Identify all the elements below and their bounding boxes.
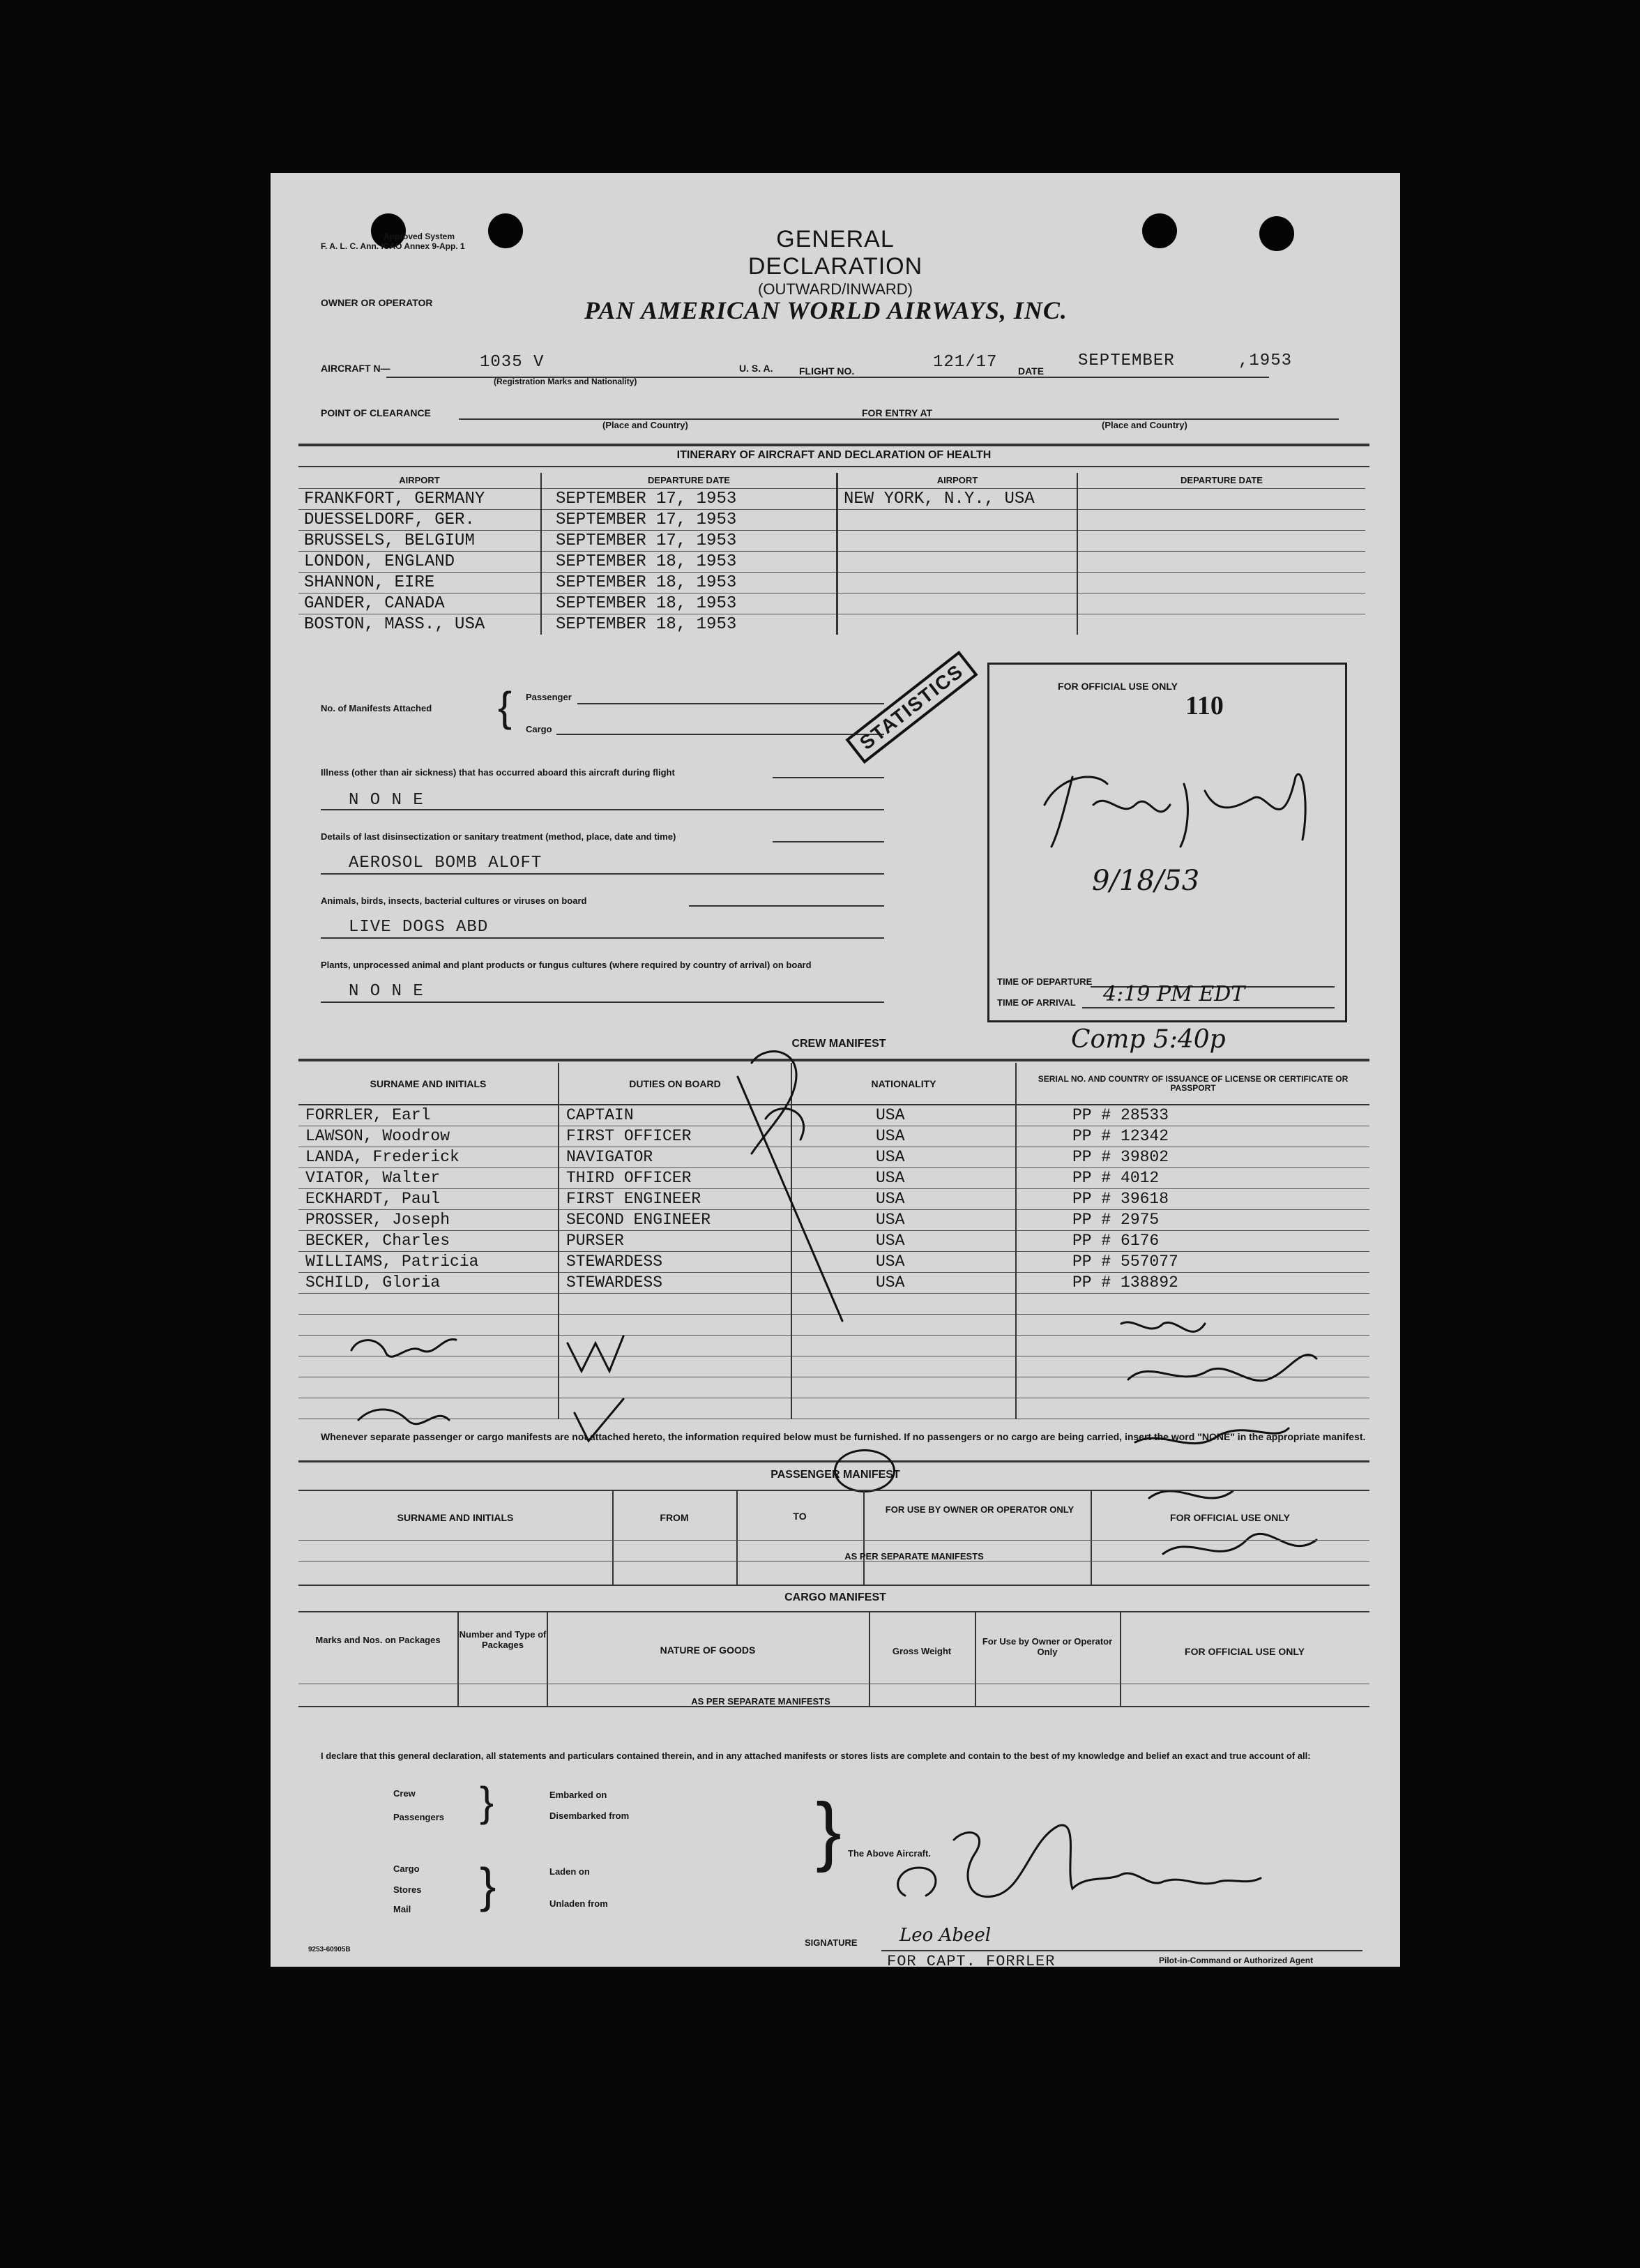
date-month: SEPTEMBER (1078, 351, 1175, 370)
disinsection-label: Details of last disinsectization or sanitary treatment (method, place, date and time) (321, 831, 676, 842)
crew-surname (298, 1293, 559, 1314)
pilot-label: Pilot-in-Command or Authorized Agent (1159, 1956, 1314, 1965)
crew-passport: PP # 39618 (1072, 1190, 1169, 1208)
departure-time-label: TIME OF DEPARTURE (997, 976, 1093, 987)
itin-airport: DUESSELDORF, GER. (298, 509, 541, 530)
passenger-header-from: FROM (660, 1512, 689, 1523)
decl-unladen: Unladen from (549, 1898, 608, 1909)
entry-label: FOR ENTRY AT (862, 407, 933, 418)
usa-label: U. S. A. (739, 363, 773, 374)
crew-nationality: USA (791, 1147, 1016, 1167)
owner-value: PAN AMERICAN WORLD AIRWAYS, INC. (584, 296, 1068, 324)
crew-passport: PP # 6176 (1072, 1232, 1160, 1250)
decl-laden: Laden on (549, 1866, 590, 1877)
crew-duties: NAVIGATOR (559, 1147, 791, 1167)
crew-surname: LAWSON, Woodrow (298, 1126, 559, 1147)
brace: { (498, 683, 512, 730)
itinerary-row (298, 530, 1365, 551)
itin-airport: BOSTON, MASS., USA (298, 614, 541, 635)
arrival-time-label: TIME OF ARRIVAL (997, 997, 1076, 1008)
itin-departure-date: SEPTEMBER 17, 1953 (541, 530, 837, 551)
itin-arrival-airport (837, 614, 1078, 635)
handwritten-circle (834, 1449, 895, 1492)
disinsection-value: AEROSOL BOMB ALOFT (349, 854, 542, 872)
cargo-header-owner-use: For Use by Owner or Operator Only (982, 1636, 1113, 1657)
flight-number: 121/17 (933, 353, 998, 372)
captain-signature (884, 1812, 1275, 1923)
crew-nationality: USA (791, 1272, 1016, 1293)
punch-hole (488, 213, 523, 248)
decl-crew: Crew (393, 1788, 416, 1799)
itin-arrival-departure-date (1077, 572, 1365, 593)
itin-airport: SHANNON, EIRE (298, 572, 541, 593)
form-approval-note: Approved System F. A. L. C. Ann. ICAO Annex 9-App. 1 (321, 232, 465, 251)
crew-surname: FORRLER, Earl (298, 1105, 559, 1126)
punch-hole (1142, 213, 1177, 248)
cargo-separate-manifests: AS PER SEPARATE MANIFESTS (691, 1696, 830, 1707)
animals-label: Animals, birds, insects, bacterial cultures or viruses on board (321, 895, 587, 906)
crew-nationality: USA (791, 1126, 1016, 1147)
crew-header-passport: SERIAL NO. AND COUNTRY OF ISSUANCE OF LICENSE OR CERTIFICATE OR PASSPORT (1038, 1073, 1349, 1093)
passenger-manifest-title: PASSENGER MANIFEST (770, 1469, 900, 1481)
cargo-header-goods: NATURE OF GOODS (660, 1645, 756, 1656)
passenger-header-official-use: FOR OFFICIAL USE ONLY (1170, 1512, 1290, 1523)
crew-surname: VIATOR, Walter (298, 1167, 559, 1188)
brace: } (480, 1778, 494, 1825)
cargo-header-weight: Gross Weight (892, 1646, 952, 1656)
entry-place-note: (Place and Country) (1102, 420, 1187, 430)
crew-duties: PURSER (559, 1230, 791, 1251)
aircraft-label: AIRCRAFT N— (321, 363, 390, 374)
official-number: 110 (1185, 691, 1224, 720)
cargo-header-packages: Number and Type of Packages (459, 1629, 547, 1650)
crew-header-nationality: NATIONALITY (791, 1063, 1016, 1105)
official-signature (1031, 763, 1323, 854)
plants-value: N O N E (349, 982, 424, 1001)
brace: } (480, 1858, 496, 1912)
cargo-count-label: Cargo (526, 724, 552, 734)
crew-passport: PP # 138892 (1072, 1273, 1178, 1292)
crew-nationality: USA (791, 1188, 1016, 1209)
decl-passengers: Passengers (393, 1812, 444, 1822)
itin-airport: LONDON, ENGLAND (298, 551, 541, 572)
crew-nationality (791, 1398, 1016, 1419)
flight-no-label: FLIGHT NO. (799, 365, 855, 377)
itin-arrival-departure-date (1077, 593, 1365, 614)
passenger-count-label: Passenger (526, 692, 572, 702)
arrival-time-value: 4:19 PM EDT (1103, 982, 1245, 1006)
cargo-header-official-use: FOR OFFICIAL USE ONLY (1185, 1646, 1305, 1657)
crew-surname: ECKHARDT, Paul (298, 1188, 559, 1209)
crew-passport: PP # 557077 (1072, 1253, 1178, 1271)
itin-airport: GANDER, CANADA (298, 593, 541, 614)
itin-departure-date: SEPTEMBER 17, 1953 (541, 488, 837, 509)
passenger-header-owner-use: FOR USE BY OWNER OR OPERATOR ONLY (885, 1504, 1075, 1515)
crew-duties: STEWARDESS (559, 1251, 791, 1272)
decl-embarked: Embarked on (549, 1790, 607, 1800)
itin-departure-date: SEPTEMBER 18, 1953 (541, 593, 837, 614)
itin-arrival-airport (837, 530, 1078, 551)
crew-duties: FIRST ENGINEER (559, 1188, 791, 1209)
crew-nationality (791, 1335, 1016, 1356)
clearance-label: POINT OF CLEARANCE (321, 407, 431, 418)
itinerary-row (298, 572, 1365, 593)
crew-surname: SCHILD, Gloria (298, 1272, 559, 1293)
itin-arrival-departure-date (1077, 530, 1365, 551)
itin-header-airport: AIRPORT (298, 473, 541, 488)
crew-surname: LANDA, Frederick (298, 1147, 559, 1167)
itin-arrival-departure-date (1077, 614, 1365, 635)
passenger-separate-manifests: AS PER SEPARATE MANIFESTS (844, 1551, 984, 1562)
form-subtitle: (OUTWARD/INWARD) (758, 280, 913, 298)
decl-stores: Stores (393, 1884, 422, 1895)
crew-nationality (791, 1377, 1016, 1398)
crew-duties: THIRD OFFICER (559, 1167, 791, 1188)
itin-header-departure: DEPARTURE DATE (541, 473, 837, 488)
handwritten-diagonal-mark (724, 1035, 863, 1328)
signature-label: SIGNATURE (805, 1937, 858, 1948)
itinerary-row (298, 509, 1365, 530)
crew-nationality: USA (791, 1105, 1016, 1126)
itin-arrival-airport (837, 572, 1078, 593)
declaration-form (271, 173, 1400, 1967)
separate-manifests-note: Whenever separate passenger or cargo manifests are not attached hereto, the information required below must be furnished. If no passengers or no cargo are being carried, insert the word "NONE" in the appropriate manifest. (321, 1431, 1366, 1442)
form-number: 9253-60905B (308, 1946, 351, 1953)
itin-arrival-airport (837, 509, 1078, 530)
crew-passport: PP # 2975 (1072, 1211, 1160, 1229)
crew-nationality: USA (791, 1230, 1016, 1251)
cargo-header-marks: Marks and Nos. on Packages (315, 1635, 441, 1645)
crew-surname: BECKER, Charles (298, 1230, 559, 1251)
crew-surname: WILLIAMS, Patricia (298, 1251, 559, 1272)
itin-header-departure-2: DEPARTURE DATE (1180, 475, 1263, 486)
itin-departure-date: SEPTEMBER 18, 1953 (541, 572, 837, 593)
animals-value: LIVE DOGS ABD (349, 918, 489, 937)
statistics-stamp: STATISTICS (845, 651, 978, 764)
crew-duties: SECOND ENGINEER (559, 1209, 791, 1230)
crew-surname: PROSSER, Joseph (298, 1209, 559, 1230)
crew-passport: PP # 39802 (1072, 1148, 1169, 1166)
itinerary-row (298, 488, 1365, 509)
punch-hole (1259, 216, 1294, 251)
crew-header-duties: DUTIES ON BOARD (559, 1063, 791, 1105)
crew-duties: STEWARDESS (559, 1272, 791, 1293)
official-use-label: FOR OFFICIAL USE ONLY (1058, 681, 1178, 692)
decl-cargo: Cargo (393, 1863, 420, 1874)
form-title: GENERAL DECLARATION (747, 226, 923, 280)
passenger-header-to: TO (793, 1511, 807, 1522)
agent-signature: Leo Abeel (899, 1925, 992, 1946)
itin-arrival-departure-date (1077, 551, 1365, 572)
itin-departure-date: SEPTEMBER 18, 1953 (541, 551, 837, 572)
itin-departure-date: SEPTEMBER 18, 1953 (541, 614, 837, 635)
itinerary-row (298, 551, 1365, 572)
owner-label: OWNER OR OPERATOR (321, 297, 433, 308)
declaration-text: I declare that this general declaration, all statements and particulars contained therein, and in any attached manifests or stores lists are complete and contain to the best of my knowledge and belief an exact and true account of all: (321, 1751, 1311, 1761)
itinerary-table (298, 473, 1365, 635)
plants-label: Plants, unprocessed animal and plant products or fungus cultures (where required by country of arrival) on board (321, 960, 812, 970)
completion-note: Comp 5:40p (1071, 1025, 1226, 1054)
crew-nationality: USA (791, 1209, 1016, 1230)
form-title-block (689, 226, 982, 298)
itin-header-airport-2: AIRPORT (837, 473, 1078, 488)
illness-label: Illness (other than air sickness) that has occurred aboard this aircraft during flight (321, 767, 675, 778)
itin-departure-date: SEPTEMBER 17, 1953 (541, 509, 837, 530)
crew-nationality: USA (791, 1251, 1016, 1272)
decl-above-aircraft: The Above Aircraft. (848, 1848, 931, 1859)
itin-airport: FRANKFORT, GERMANY (298, 488, 541, 509)
itin-arrival-airport: NEW YORK, N.Y., USA (837, 488, 1078, 509)
itinerary-row (298, 593, 1365, 614)
crew-duties: FIRST OFFICER (559, 1126, 791, 1147)
crew-manifest-title: CREW MANIFEST (791, 1038, 886, 1050)
itin-arrival-airport (837, 593, 1078, 614)
crew-passport: PP # 4012 (1072, 1169, 1160, 1187)
itin-arrival-departure-date (1077, 509, 1365, 530)
manifests-label: No. of Manifests Attached (321, 703, 432, 713)
clearance-place-note: (Place and Country) (602, 420, 688, 430)
crew-passport: PP # 28533 (1072, 1106, 1169, 1125)
official-hand-date: 9/18/53 (1092, 865, 1200, 897)
itin-arrival-departure-date (1077, 488, 1365, 509)
passenger-header-surname: SURNAME AND INITIALS (397, 1512, 514, 1523)
decl-disembarked: Disembarked from (549, 1810, 630, 1821)
itinerary-title: ITINERARY OF AIRCRAFT AND DECLARATION OF HEALTH (676, 449, 992, 461)
decl-mail: Mail (393, 1904, 411, 1914)
for-captain: FOR CAPT. FORRLER (887, 1953, 1056, 1967)
itinerary-row (298, 614, 1365, 635)
illness-value: N O N E (349, 791, 424, 810)
crew-duties: CAPTAIN (559, 1105, 791, 1126)
aircraft-registration: 1035 V (480, 353, 545, 372)
crew-nationality (791, 1356, 1016, 1377)
cargo-manifest-title: CARGO MANIFEST (784, 1592, 886, 1603)
crew-header-surname: SURNAME AND INITIALS (298, 1063, 559, 1105)
date-label: DATE (1018, 365, 1045, 377)
registration-note: (Registration Marks and Nationality) (494, 377, 637, 386)
itin-arrival-airport (837, 551, 1078, 572)
handwritten-official-initials (1107, 1303, 1358, 1596)
crew-passport: PP # 12342 (1072, 1127, 1169, 1145)
brace: } (816, 1787, 842, 1873)
crew-nationality: USA (791, 1167, 1016, 1188)
itin-airport: BRUSSELS, BELGIUM (298, 530, 541, 551)
date-year: ,1953 (1238, 351, 1293, 370)
